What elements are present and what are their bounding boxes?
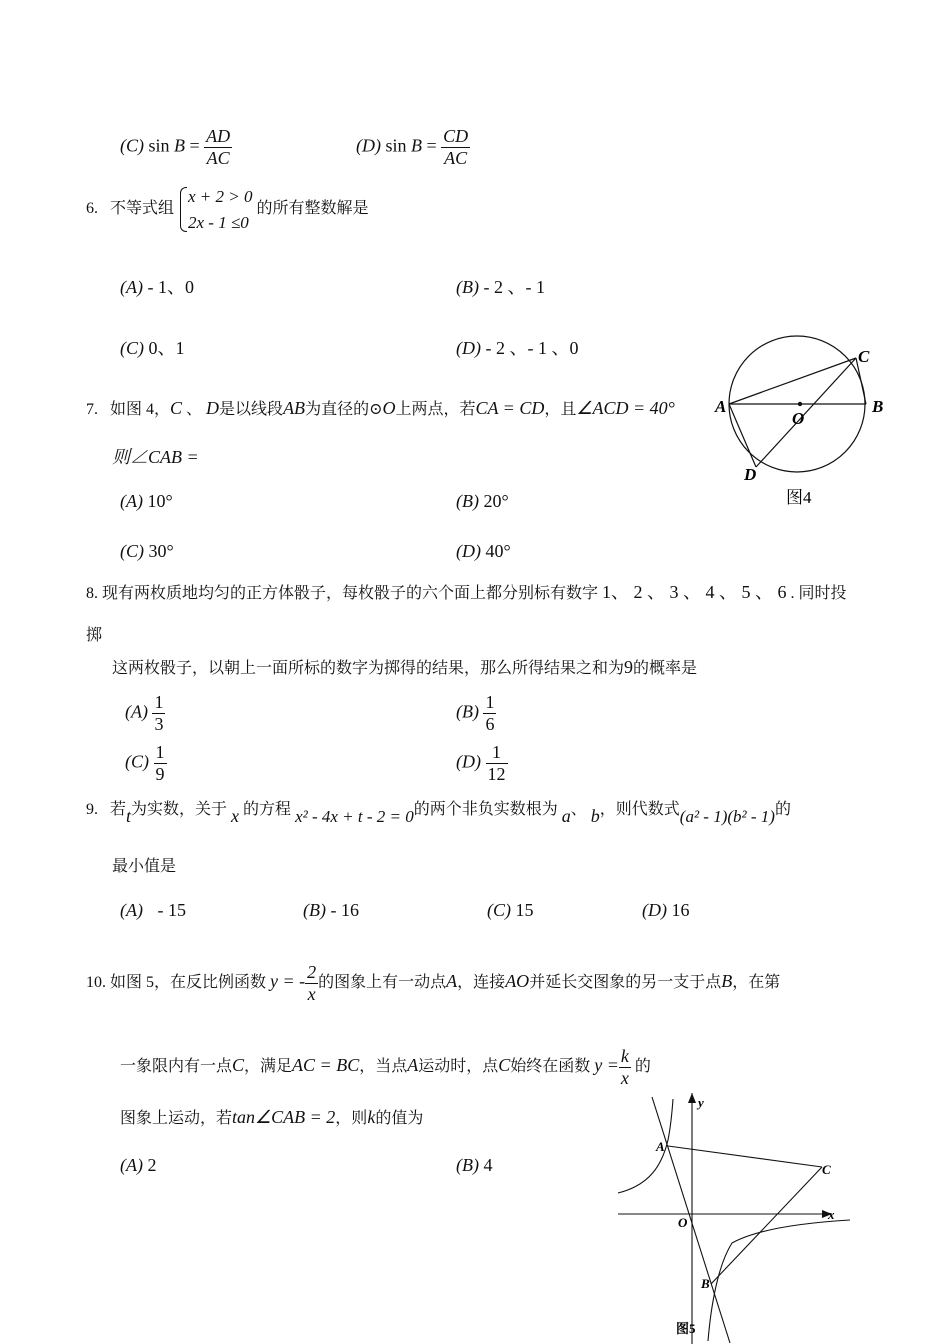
q7-option-d bbox=[456, 541, 511, 562]
question-number: 10. bbox=[86, 973, 106, 991]
question-10-line-3 bbox=[120, 1105, 423, 1128]
q10-segment-ao: AO bbox=[505, 970, 530, 991]
question-7-line-2 bbox=[112, 443, 199, 469]
q9-var-a: a bbox=[561, 806, 571, 826]
fig5-hyperbola-branch-4 bbox=[708, 1220, 850, 1341]
q10-text-1: 如图 5，在反比例函数 bbox=[110, 973, 267, 991]
frac-num: k bbox=[620, 1046, 629, 1066]
q7-text-5: ，且 bbox=[544, 401, 577, 418]
q5-option-d bbox=[356, 126, 470, 168]
q8-text-1: 现有两枚质地均匀的正方体骰子，每枚骰子的六个面上都分别标有数字 bbox=[102, 585, 599, 602]
q5-option-c-eq: = bbox=[189, 135, 200, 156]
fig5-label-c: C bbox=[822, 1162, 831, 1177]
option-text: - 2 、- 1 、0 bbox=[485, 338, 579, 358]
figure-4 bbox=[700, 320, 910, 520]
q7-segment-ab: AB bbox=[283, 398, 306, 418]
frac-den: 6 bbox=[485, 713, 495, 734]
q9-option-d bbox=[642, 900, 690, 921]
option-label: (B) bbox=[456, 277, 479, 297]
fig4-label-b: B bbox=[872, 397, 884, 416]
q6-option-d bbox=[456, 334, 579, 360]
q10-text-10: 始终在函数 bbox=[510, 1057, 591, 1075]
q6-option-a bbox=[120, 273, 194, 299]
frac-den: 3 bbox=[154, 713, 164, 734]
q9-var-t: t bbox=[126, 806, 132, 826]
q5-option-c-num: AD bbox=[206, 126, 231, 146]
question-7 bbox=[86, 396, 675, 419]
q6-option-b bbox=[456, 273, 545, 299]
option-label: (B) bbox=[456, 701, 479, 722]
q7-text-1: 如图 4， bbox=[110, 401, 171, 418]
question-10 bbox=[86, 962, 780, 1004]
question-number: 7. bbox=[86, 401, 98, 418]
frac-den: 9 bbox=[155, 763, 165, 784]
q10-text-2: 的图象上有一动点 bbox=[318, 973, 447, 991]
q7-equation-1: CA = CD bbox=[475, 398, 545, 418]
option-label: (A) bbox=[120, 277, 143, 297]
option-text: 30° bbox=[148, 541, 174, 561]
q6-option-c bbox=[120, 334, 185, 360]
fig5-label-b: B bbox=[701, 1276, 710, 1291]
q10-text-12: 图象上运动，若 bbox=[120, 1110, 233, 1127]
option-text: 4 bbox=[483, 1155, 493, 1175]
inequality-system bbox=[178, 184, 253, 235]
q7-equation-2: ∠ACD = 40° bbox=[576, 398, 675, 418]
option-text: - 1、0 bbox=[147, 277, 194, 297]
fig5-segment-bc bbox=[711, 1167, 822, 1284]
q10-option-a bbox=[120, 1155, 156, 1176]
q5-option-d-eq: = bbox=[426, 135, 437, 156]
q10-text-7: ，满足 bbox=[244, 1057, 293, 1075]
q8-option-b bbox=[456, 692, 496, 734]
option-label: (B) bbox=[456, 491, 479, 511]
q10-text-5: ，在第 bbox=[732, 973, 781, 991]
q10-text-9: 运动时，点 bbox=[418, 1057, 499, 1075]
q7-point-c: C bbox=[170, 398, 183, 418]
q9-option-b bbox=[303, 900, 359, 921]
q8-option-c bbox=[125, 742, 167, 784]
q5-option-d-fraction bbox=[441, 126, 470, 168]
q10-option-b bbox=[456, 1155, 492, 1176]
fig5-segment-ac bbox=[668, 1146, 822, 1167]
option-text: 2 bbox=[147, 1155, 157, 1175]
q7-ask: 则∠CAB = bbox=[112, 447, 199, 467]
option-label: (C) bbox=[120, 338, 144, 358]
question-6-prefix: 不等式组 bbox=[110, 200, 175, 218]
frac-den: x bbox=[620, 1067, 629, 1088]
option-label: (A) bbox=[120, 1155, 143, 1175]
option-label: (B) bbox=[456, 1155, 479, 1175]
question-6 bbox=[86, 184, 369, 235]
q8-text-end: . 同时投 bbox=[790, 585, 847, 602]
option-label: (C) bbox=[120, 541, 144, 561]
option-label: (C) bbox=[125, 751, 149, 772]
q9-text-5: ，则代数式 bbox=[599, 801, 680, 818]
q9-text-3: 的方程 bbox=[243, 801, 292, 818]
q10-function2-fraction bbox=[619, 1046, 631, 1088]
q5-option-c-label: (C) bbox=[120, 135, 144, 156]
fig5-label-x: x bbox=[828, 1207, 835, 1222]
q7-text-3: 为直径的⊙ bbox=[305, 401, 383, 418]
option-text: 40° bbox=[485, 541, 511, 561]
question-8-wrap bbox=[86, 622, 102, 645]
fig5-label-y: y bbox=[698, 1095, 704, 1110]
q9-var-b: b bbox=[590, 806, 600, 826]
q10-tan-condition: tan∠CAB = 2 bbox=[232, 1107, 336, 1127]
q9-ask: 最小值是 bbox=[112, 858, 177, 875]
option-text: - 2 、- 1 bbox=[483, 277, 545, 297]
question-6-suffix: 的所有整数解是 bbox=[256, 200, 369, 218]
fig5-label-a: A bbox=[656, 1139, 665, 1154]
q10-point-c-2: C bbox=[498, 1054, 511, 1075]
q5-option-d-num: CD bbox=[443, 126, 469, 146]
q7-option-c bbox=[120, 541, 174, 562]
q9-option-c bbox=[487, 900, 534, 921]
q10-text-8: ，当点 bbox=[359, 1057, 408, 1075]
frac-num: 1 bbox=[154, 692, 164, 712]
fig5-y-arrow bbox=[688, 1093, 696, 1103]
option-label: (D) bbox=[642, 900, 667, 920]
figure-5 bbox=[610, 1085, 860, 1344]
option-fraction bbox=[154, 742, 167, 784]
q9-sep: 、 bbox=[570, 801, 587, 818]
question-8 bbox=[86, 578, 847, 604]
q7-text-2: 是以线段 bbox=[219, 401, 284, 418]
q10-point-a: A bbox=[446, 970, 458, 991]
frac-den: 12 bbox=[487, 763, 506, 784]
q8-text-2: 这两枚骰子，以朝上一面所标的数字为掷得的结果，那么所得结果之和为 bbox=[112, 660, 625, 677]
frac-num: 1 bbox=[485, 692, 495, 712]
option-fraction bbox=[486, 742, 508, 784]
frac-num: 2 bbox=[307, 962, 317, 982]
q10-point-a-2: A bbox=[407, 1054, 419, 1075]
q8-option-d bbox=[456, 742, 508, 784]
q10-text-13: ，则 bbox=[335, 1110, 368, 1127]
question-number: 8. bbox=[86, 585, 98, 602]
q5-option-d-sin: sin bbox=[385, 135, 407, 156]
q5-option-c-var: B bbox=[174, 135, 186, 156]
q5-option-d-label: (D) bbox=[356, 135, 381, 156]
question-9-line-2 bbox=[112, 853, 176, 876]
q9-expression: (a² - 1)(b² - 1) bbox=[679, 807, 775, 826]
option-text: - 15 bbox=[157, 900, 186, 920]
q10-text-6: 一象限内有一点 bbox=[120, 1057, 233, 1075]
option-text: 10° bbox=[147, 491, 173, 511]
q7-text-4: 上两点，若 bbox=[395, 401, 476, 418]
fig5-hyperbola-branch-2 bbox=[618, 1099, 673, 1193]
fig4-label-c: C bbox=[858, 347, 870, 366]
question-10-line-2 bbox=[120, 1046, 651, 1088]
option-fraction bbox=[483, 692, 496, 734]
frac-den: x bbox=[307, 983, 316, 1004]
q5-option-c-den: AC bbox=[206, 147, 230, 168]
q8-number-nine: 9 bbox=[624, 657, 634, 677]
q10-point-c: C bbox=[232, 1054, 245, 1075]
fig5-label-o: O bbox=[678, 1215, 688, 1230]
q10-var-k: k bbox=[367, 1107, 376, 1127]
q7-point-d: D bbox=[206, 398, 220, 418]
q10-function-lhs: y = - bbox=[270, 970, 306, 991]
option-text: 20° bbox=[483, 491, 509, 511]
option-text: 16 bbox=[671, 900, 690, 920]
q8-text-3: 的概率是 bbox=[633, 660, 698, 677]
option-text: 0、1 bbox=[148, 338, 185, 358]
q5-option-c-fraction bbox=[204, 126, 232, 168]
q7-center-o: O bbox=[382, 398, 396, 418]
q10-function-fraction bbox=[305, 962, 318, 1004]
option-label: (A) bbox=[120, 491, 143, 511]
q5-option-d-den: AC bbox=[444, 147, 468, 168]
q10-text-11: 的 bbox=[634, 1057, 651, 1075]
question-number: 9. bbox=[86, 801, 98, 818]
fig4-segment-ac bbox=[729, 358, 856, 404]
q9-text-4: 的两个非负实数根为 bbox=[413, 801, 558, 818]
option-label: (D) bbox=[456, 751, 481, 772]
option-label: (D) bbox=[456, 541, 481, 561]
q8-text-wrap: 掷 bbox=[86, 627, 103, 644]
option-text: - 16 bbox=[330, 900, 359, 920]
q10-text-4: 并延长交图象的另一支于点 bbox=[529, 973, 722, 991]
q5-option-d-var: B bbox=[411, 135, 423, 156]
inequality-line-2: 2x - 1 ≤0 bbox=[188, 212, 249, 232]
fig4-label-a: A bbox=[715, 397, 727, 416]
q8-option-a bbox=[125, 692, 165, 734]
q10-equation: AC = BC bbox=[292, 1054, 360, 1075]
question-8-line-2 bbox=[112, 655, 697, 678]
frac-num: 1 bbox=[155, 742, 165, 762]
q9-equation: x² - 4x + t - 2 = 0 bbox=[295, 807, 414, 826]
question-9 bbox=[86, 796, 791, 826]
q8-digits: 1、 2 、 3 、 4 、 5 、 6 bbox=[602, 582, 787, 602]
q10-function2-lhs: y = bbox=[594, 1054, 619, 1075]
q9-var-x: x bbox=[231, 806, 240, 826]
q7-option-b bbox=[456, 491, 509, 512]
q5-option-c-sin: sin bbox=[148, 135, 170, 156]
q9-text-6: 的 bbox=[774, 801, 791, 818]
option-label: (D) bbox=[456, 338, 481, 358]
frac-num: 1 bbox=[486, 742, 508, 764]
option-fraction bbox=[152, 692, 165, 734]
option-text: 15 bbox=[515, 900, 534, 920]
q7-sep: 、 bbox=[186, 401, 203, 418]
inequality-line-1: x + 2 > 0 bbox=[188, 187, 253, 206]
q9-text-1: 若 bbox=[110, 801, 127, 818]
q10-text-3: ，连接 bbox=[457, 973, 506, 991]
option-label: (C) bbox=[487, 900, 511, 920]
q9-option-a bbox=[120, 900, 186, 921]
option-label: (A) bbox=[125, 701, 148, 722]
q5-option-c bbox=[120, 126, 232, 168]
fig4-center-dot bbox=[798, 402, 802, 406]
q9-text-2: 为实数，关于 bbox=[131, 801, 228, 818]
q10-point-b: B bbox=[721, 970, 733, 991]
fig4-caption: 图4 bbox=[786, 488, 812, 507]
option-label: (B) bbox=[303, 900, 326, 920]
q10-text-14: 的值为 bbox=[375, 1110, 424, 1127]
fig5-caption: 图5 bbox=[676, 1321, 696, 1336]
fig4-label-d: D bbox=[744, 465, 757, 484]
fig4-label-o: O bbox=[792, 409, 805, 428]
question-number: 6. bbox=[86, 200, 98, 218]
option-label: (A) bbox=[120, 900, 143, 920]
fig5-line-ab bbox=[652, 1097, 730, 1343]
fig4-segment-cd bbox=[756, 358, 856, 467]
q7-option-a bbox=[120, 491, 173, 512]
fig4-segment-ad bbox=[729, 404, 756, 467]
